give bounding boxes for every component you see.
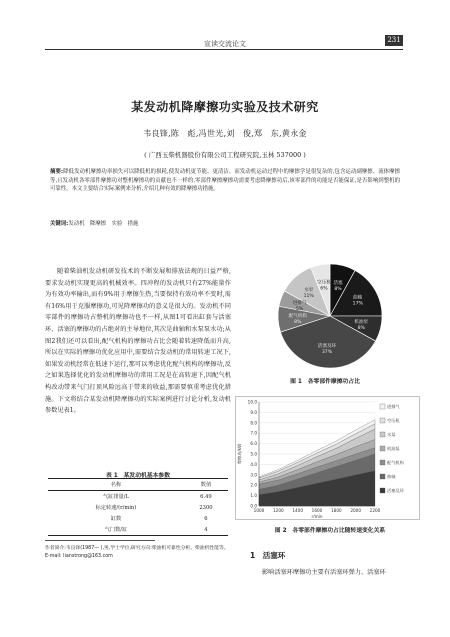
pie-slice-label: 活塞	[333, 280, 343, 286]
y-tick-label: 6.0	[250, 441, 257, 447]
engine-params-table	[48, 478, 228, 536]
pie-slice-label: 空压机	[317, 280, 331, 286]
x-tick-label: 1600	[311, 508, 323, 513]
table-cell: 6	[204, 515, 208, 522]
fig1-caption: 图 1 各零部件摩擦功占比	[290, 379, 360, 385]
paper-authors: 韦良锋,陈 彪,冯世光,刘 俊,郑 东,黄永金	[143, 129, 307, 138]
legend-swatch	[380, 460, 385, 465]
footnote-rule	[45, 540, 155, 541]
legend-label: 水泵	[387, 432, 396, 437]
fig2-caption: 图 2 各零部件摩擦功占比随转速变化关系	[274, 528, 386, 534]
y-tick-label: 8.0	[250, 420, 257, 426]
pie-slice-value: 6%	[320, 286, 328, 292]
y-tick-label: 9.0	[250, 409, 257, 415]
page-number: 231	[385, 35, 403, 46]
running-header: 宣读交流论文	[204, 40, 246, 48]
area-layers	[259, 420, 375, 506]
pie-slice-value: 37%	[321, 350, 333, 356]
table-row	[48, 491, 228, 503]
y-tick-label: 1.0	[250, 493, 257, 499]
table-header-row	[48, 479, 228, 491]
legend-swatch	[380, 418, 385, 423]
pie-slice-label: 活塞及环	[317, 344, 337, 350]
footnote	[45, 545, 231, 561]
legend-swatch	[380, 474, 385, 479]
abstract-text: 降低发动机摩擦功率损失可以降低机的损耗,使发动机更节能、更清洁。而发动机运动过程中的摩擦学是很复杂的,包含运动副摩擦、流体摩擦等,且发动机各零部件摩擦功对整机摩擦功的贡献也不一样的,零部件摩擦摩擦功需要考虑降摩擦功后,该零部件的功能是否能保证,是否影响到整机的可靠性。本文主要结合实际案例来分析,介绍几种有效的降摩擦功措施。	[50, 169, 400, 193]
intro-paragraph: 随着柴油机发动机研发技术的不断发展和排放法规的日益严格,要求发动机实现更高的机械效率。四冲程的发动机只有27%能量作为有效功率输出,而有9%用于摩擦生热,当要保持有效功率不变时,需有16%用于克服摩擦功,可见降摩擦功的意义是很大的。发动机不同零部件的摩擦功占整机的摩擦功也不一样,从图1可看出缸套与活塞环、活塞的摩擦功的占绝对的主导地位,其次是曲轴和水泵泵水功;从图2我们还可以看出,配气机构的摩擦功占比会随着转速降低而升高,所以在实际的摩擦功优化应用中,需要结合发动机的常用转速工况下,如果发动机经常在低速下运行,那可以考虑优化配气机构的摩擦功,反之如果选择优化的发动机摩擦功的常用工况是在高转速下,因配气机构改动带来气门打顶风险远高于带来的收益,那需要慎重考虑优化措施。下文将结合某发动机降摩擦功的实际案例进行讨论分析,发动机参数见表1。	[45, 268, 231, 415]
abstract-label: 摘要:	[50, 169, 64, 175]
pie-slice-value: 8%	[357, 326, 365, 332]
y-tick-label: 3.0	[250, 472, 257, 478]
legend-swatch	[380, 488, 385, 493]
table-row	[48, 502, 228, 513]
section-text: 影响活塞环摩擦功主要有活塞环弹力、活塞环	[262, 569, 386, 576]
paper-title: 某发动机降摩擦功实验及技术研究	[131, 100, 319, 114]
legend-label: 进排气	[387, 404, 400, 409]
pie-slice-label: 配气机构	[288, 314, 308, 320]
footnote-email: E-mail: lianstrong@163.com	[45, 554, 113, 559]
pie-slice-value: 17%	[352, 301, 363, 307]
footnote-author-info: 作者简介:韦良锋(1987— ),男,学士学位,研究方向:柴油机可靠性分析。柴油机性能等。	[45, 546, 229, 551]
table-header-cell: 名称	[110, 482, 122, 488]
y-tick-label: 10.0	[247, 399, 257, 405]
table-cell: 6.49	[200, 493, 212, 500]
y-tick-label: 7.0	[250, 430, 257, 436]
x-tick-label: 1200	[272, 508, 284, 513]
legend-label: 活塞及环	[387, 488, 404, 493]
legend-label: 机油泵	[387, 446, 400, 451]
paper-affiliation: ( 广西玉柴机器股份有限公司工程研究院,玉林 537000 )	[144, 151, 306, 159]
y-tick-label: 5.0	[250, 451, 257, 457]
keywords	[50, 219, 400, 227]
pie-slice-value: 5%	[296, 307, 304, 313]
table-cell: 标定转速/(r/min)	[95, 505, 137, 511]
table-row	[48, 513, 228, 524]
header-rule	[45, 49, 403, 50]
pie-slice-value: 11%	[303, 293, 314, 299]
y-tick-label: 4.0	[250, 461, 257, 467]
table-cell: 2300	[199, 504, 213, 511]
x-axis-label: r/min	[311, 514, 323, 519]
pie-slice-label: 进排气	[292, 301, 307, 307]
legend-label: 配气机构	[387, 460, 404, 465]
y-tick-label: 0.0	[250, 503, 257, 509]
x-tick-label: 1400	[292, 508, 304, 513]
legend-swatch	[380, 404, 385, 409]
abstract	[50, 168, 400, 194]
table-row	[48, 524, 228, 536]
pie-slice-value: 8%	[294, 320, 302, 326]
pie-slice-label: 机油泵	[354, 320, 369, 326]
fig2-area-chart	[235, 396, 420, 520]
x-tick-label: 1000	[253, 508, 265, 513]
legend-swatch	[380, 432, 385, 437]
pie-slice-value: 8%	[334, 286, 342, 292]
y-axis-label: 摩擦功/kW	[237, 443, 242, 465]
legend-label: 曲轴	[387, 474, 396, 479]
table1-caption: 表 1 某发动机基本参数	[105, 473, 171, 479]
y-tick-label: 2.0	[250, 482, 257, 488]
area-legend	[380, 403, 405, 494]
x-tick-label: 2000	[350, 508, 362, 513]
section-heading: 1 活塞环	[250, 551, 286, 560]
fig1-pie-chart	[240, 260, 420, 372]
keywords-text: 发动机 降摩擦 实验 措施	[68, 221, 139, 227]
x-tick-label: 1800	[330, 508, 342, 513]
table-header-cell: 数值	[200, 482, 212, 488]
table-cell: 4	[204, 526, 208, 533]
pie-slice-label: 曲轴	[353, 295, 363, 301]
table-cell: 缸数	[110, 516, 122, 522]
legend-label: 空压机	[387, 418, 400, 423]
x-tick-label: 2200	[369, 508, 381, 513]
table-cell: 气缸排量/L	[102, 494, 129, 500]
legend-swatch	[380, 446, 385, 451]
table-cell: 气门数/缸	[104, 527, 128, 533]
pie-slice-label: 水泵	[304, 287, 314, 293]
keywords-label: 关键词:	[50, 221, 69, 227]
